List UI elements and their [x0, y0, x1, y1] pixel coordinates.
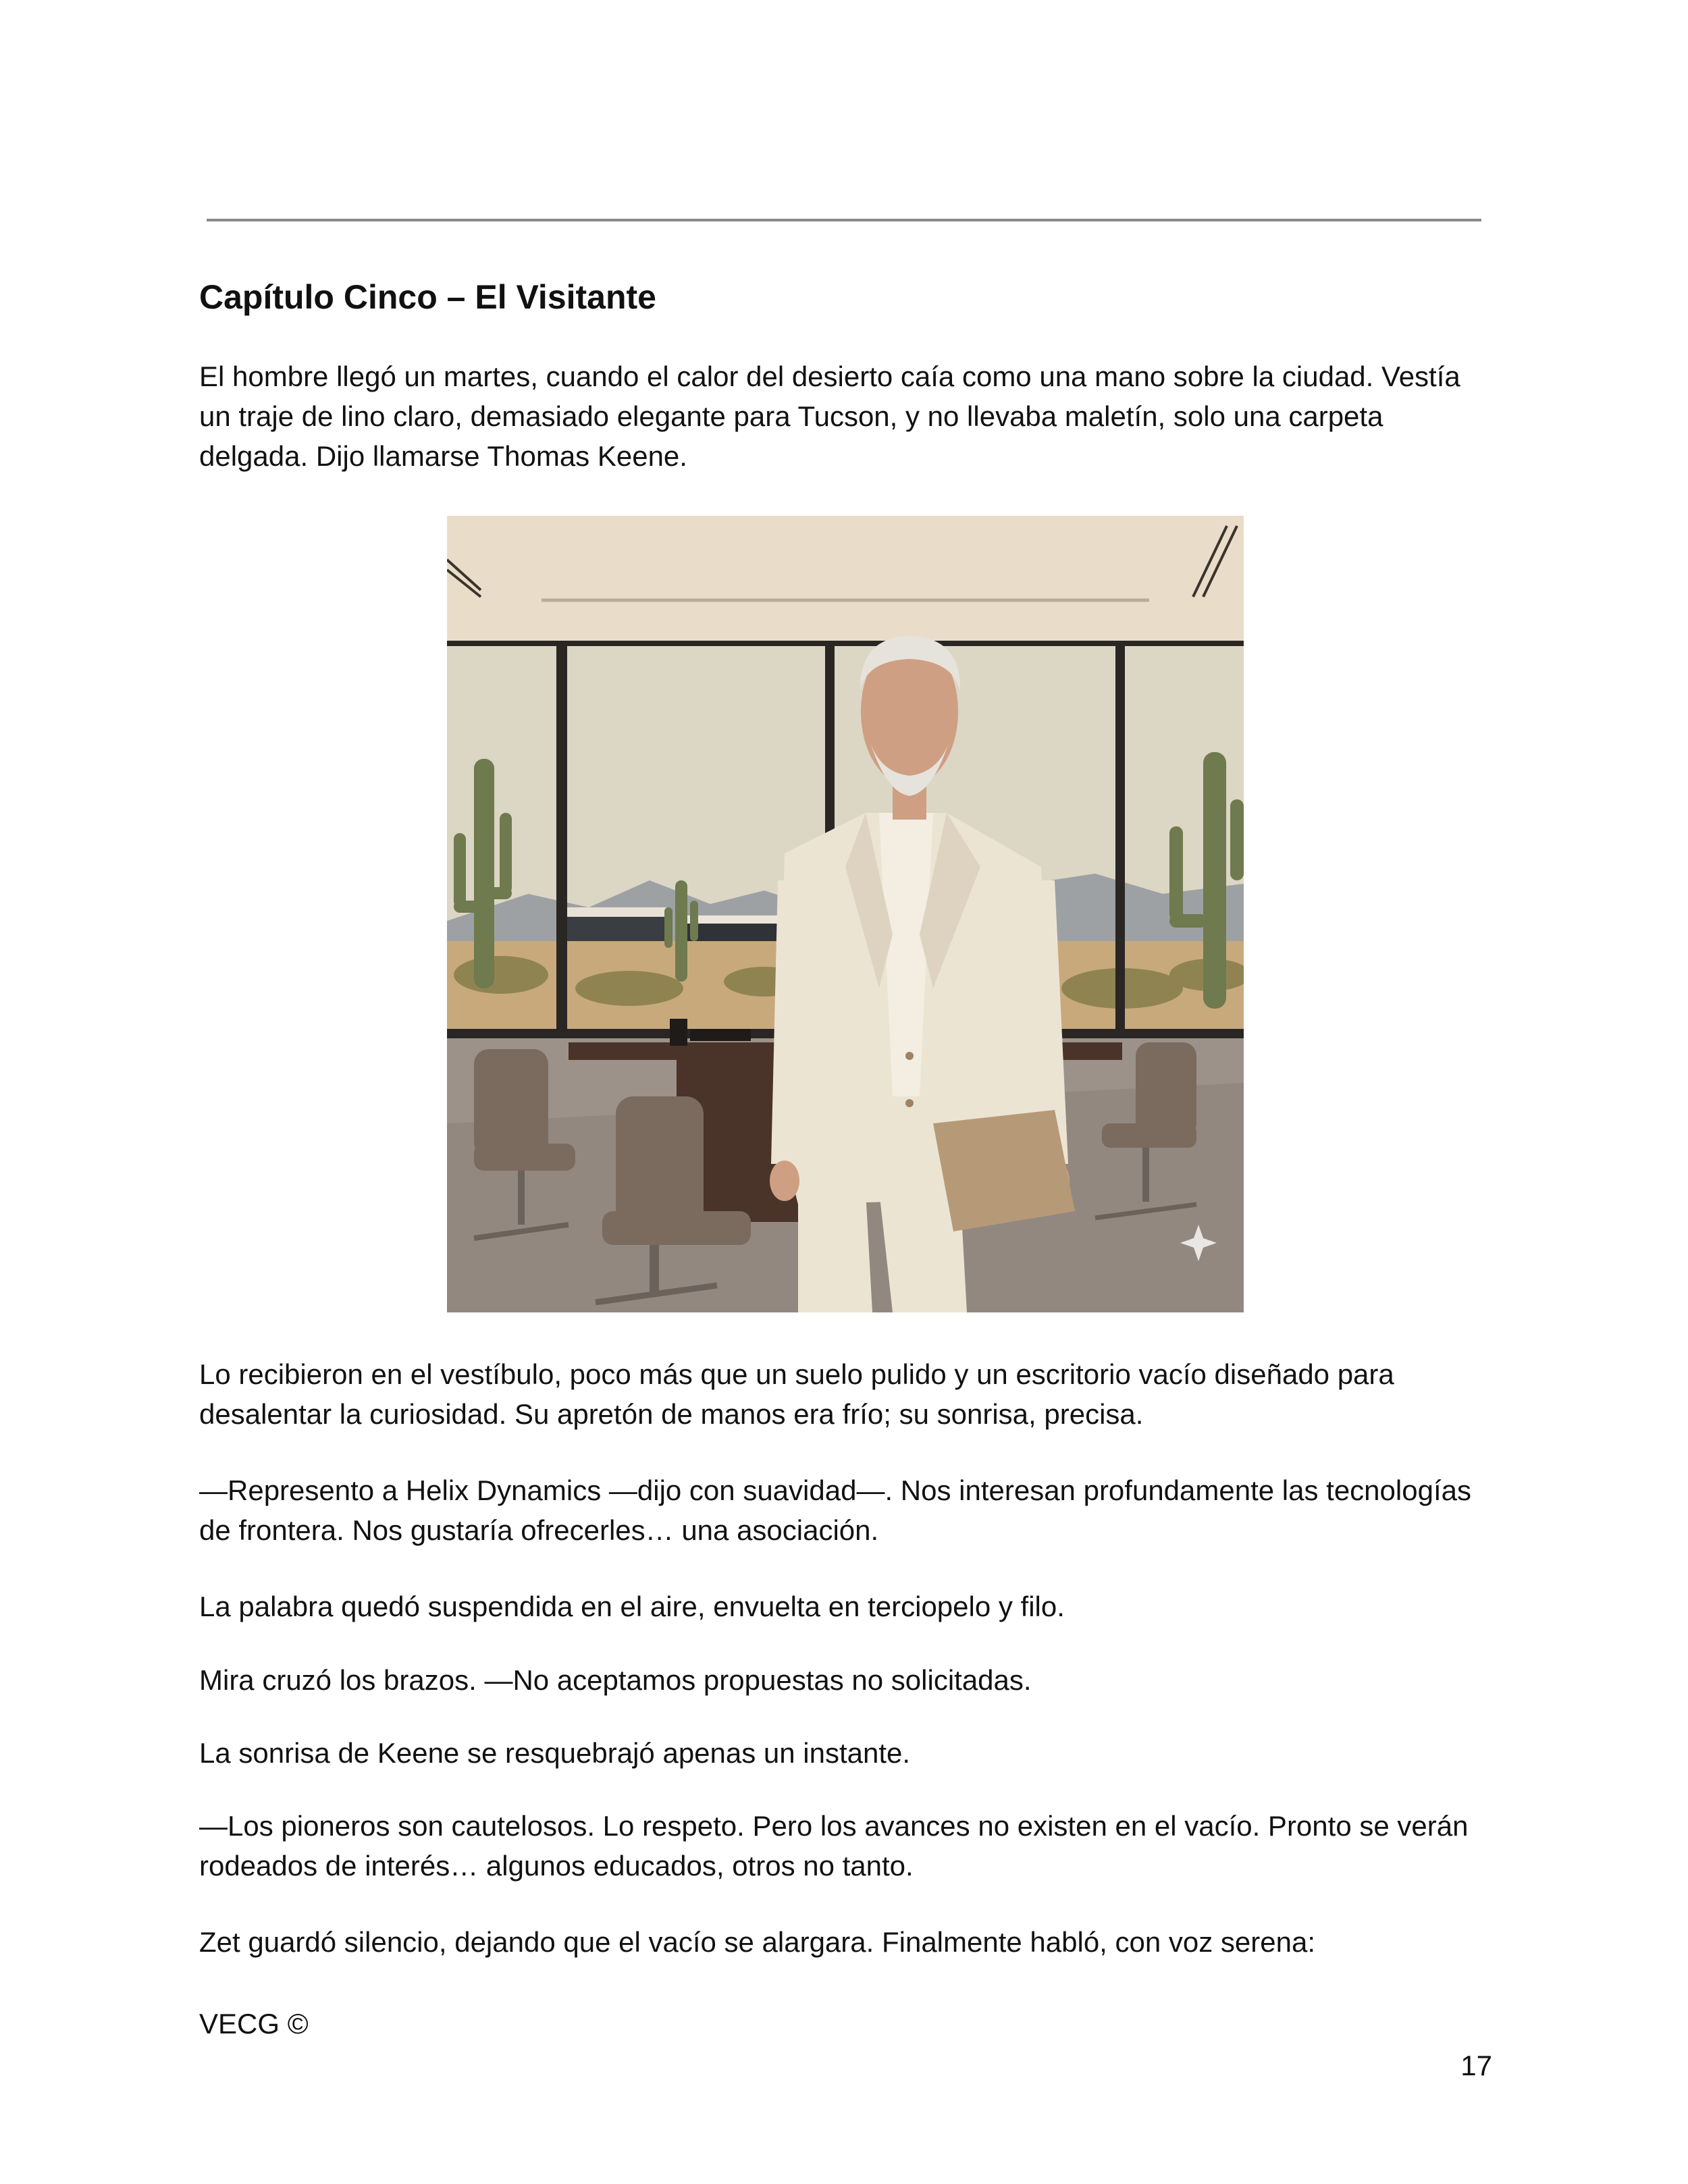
- paragraph-mira: Mira cruzó los brazos. —No aceptamos propuestas no solicitadas.: [199, 1664, 1032, 1696]
- page-number: 17: [1460, 2050, 1492, 2081]
- paragraph-word: La palabra quedó suspendida en el aire, envuelta en terciopelo y filo.: [199, 1591, 1065, 1622]
- paragraph-keene-smile: La sonrisa de Keene se resquebrajó apenas un instante.: [199, 1737, 911, 1769]
- folder: [933, 1110, 1075, 1231]
- header-divider: [207, 219, 1481, 221]
- paragraph-zet: Zet guardó silencio, dejando que el vacío se alargara. Finalmente habló, con voz serena:: [199, 1926, 1316, 1958]
- paragraph-helix: —Represento a Helix Dynamics —dijo con suavidad—. Nos interesan profundamente las tecnologías de frontera. Nos gustaría ofrecerles… una asociación.: [199, 1474, 1471, 1546]
- paragraph-intro: El hombre llegó un martes, cuando el calor del desierto caía como una mano sobre la ciudad. Vestía un traje de lino claro, demasiado elegante para Tucson, y no llevaba maletín, solo una carpeta delgada. Dijo llamarse Thomas Keene.: [199, 361, 1460, 472]
- chapter-illustration: [447, 516, 1244, 1312]
- paragraph-pioneers: —Los pioneros son cautelosos. Lo respeto. Pero los avances no existen en el vacío. Pronto se verán rodeados de interés… algunos educados, otros no tanto.: [199, 1810, 1469, 1882]
- ceiling: [447, 516, 1244, 641]
- copyright-mark: VECG ©: [199, 2008, 309, 2040]
- paragraph-lobby: Lo recibieron en el vestíbulo, poco más que un suelo pulido y un escritorio vacío diseñado para desalentar la curiosidad. Su apretón de manos era frío; su sonrisa, precisa.: [199, 1358, 1394, 1430]
- chapter-title: Capítulo Cinco – El Visitante: [199, 278, 656, 316]
- office-visitor-scene: [447, 516, 1244, 1312]
